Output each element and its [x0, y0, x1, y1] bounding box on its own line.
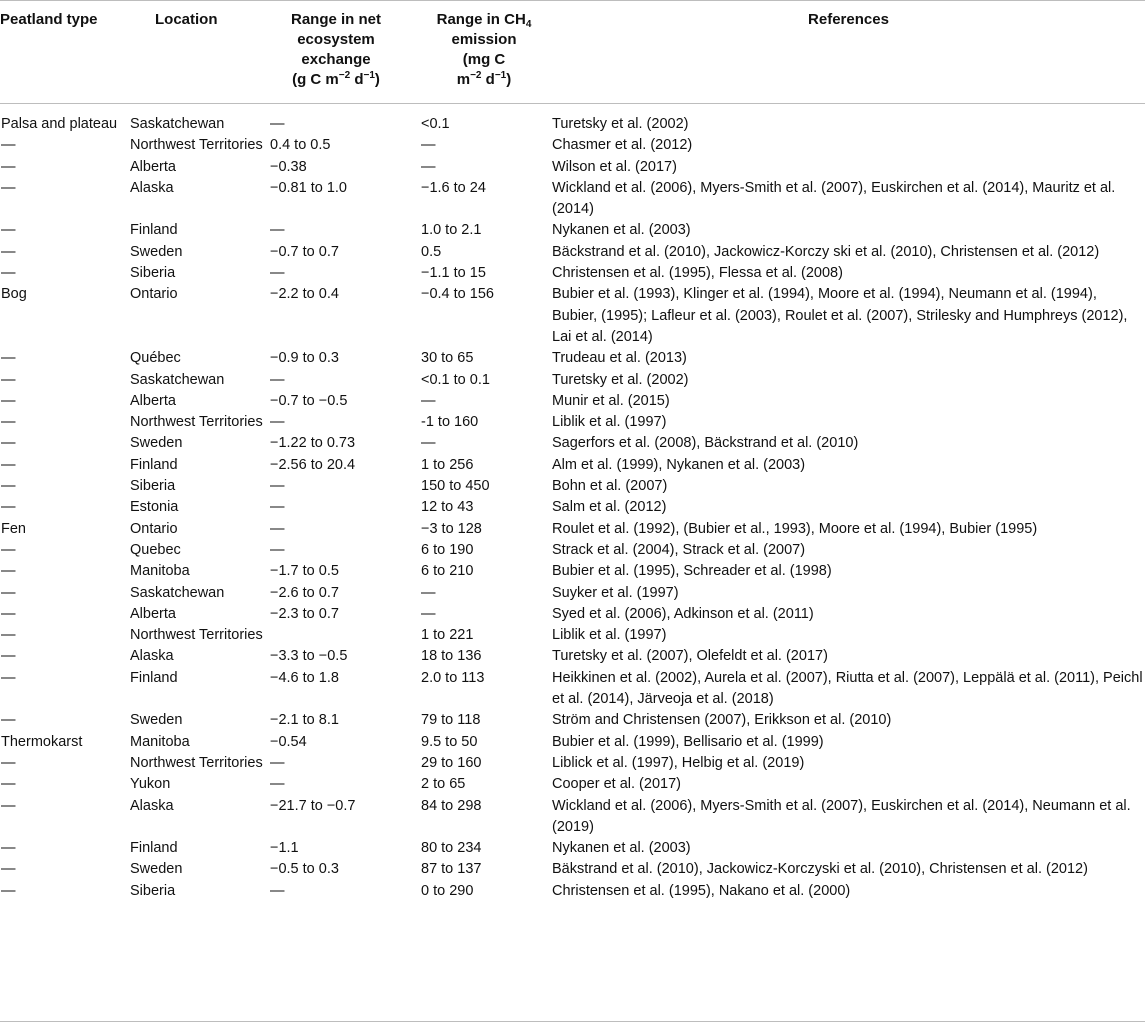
- cell-net-ecosystem-exchange: —: [270, 499, 285, 516]
- header-nee-units-prefix: (g C m: [292, 71, 339, 88]
- table-row: [0, 519, 1145, 540]
- cell-peatland-type: Fen: [1, 520, 26, 537]
- cell-ch4-emission: −0.4 to 156: [421, 286, 494, 303]
- cell-peatland-type: —: [1, 158, 16, 175]
- cell-references: Nykanen et al. (2003): [552, 840, 691, 857]
- cell-location: Alberta: [130, 605, 176, 622]
- cell-ch4-emission: 29 to 160: [421, 754, 482, 771]
- cell-references: Munir et al. (2015): [552, 392, 670, 409]
- cell-references: Alm et al. (1999), Nykanen et al. (2003): [552, 456, 806, 473]
- cell-references: Bäkstrand et al. (2010), Jackowicz-Korczyski et al. (2010), Christensen et al. (2012): [552, 861, 1088, 878]
- cell-peatland-type: —: [1, 861, 16, 878]
- cell-net-ecosystem-exchange: —: [270, 754, 285, 771]
- header-ch4-units: [421, 70, 547, 90]
- cell-ch4-emission: —: [421, 158, 436, 175]
- table-row: [0, 178, 1145, 221]
- cell-peatland-type: —: [1, 797, 16, 814]
- table-row: [0, 753, 1145, 774]
- table-row: [0, 859, 1145, 880]
- cell-ch4-emission: 1 to 221: [421, 627, 474, 644]
- cell-net-ecosystem-exchange: —: [270, 541, 285, 558]
- cell-peatland-type: —: [1, 265, 16, 282]
- cell-net-ecosystem-exchange: —: [270, 116, 285, 132]
- cell-net-ecosystem-exchange: −0.7 to 0.7: [270, 243, 339, 260]
- cell-peatland-type: —: [1, 882, 16, 899]
- cell-references: Bubier et al. (1993), Klinger et al. (1994), Moore et al. (1994), Neumann et al. (1994), Bubier, (1995); Lafleur et al. (2003), Roulet et al. (2007), Strilesky and Humphreys (2012), Lai et al. (2014): [552, 286, 1128, 345]
- header-ch4-units-sup2: −1: [494, 70, 507, 81]
- cell-peatland-type: —: [1, 350, 16, 367]
- cell-location: Northwest Territories: [130, 414, 263, 431]
- cell-references: Roulet et al. (1992), (Bubier et al., 1993), Moore et al. (1994), Bubier (1995): [552, 520, 1038, 537]
- header-references: References: [808, 11, 889, 28]
- table-row: [0, 561, 1145, 582]
- table-row: [0, 242, 1145, 263]
- header-net-ecosystem-exchange: [270, 10, 402, 90]
- cell-peatland-type: —: [1, 627, 16, 644]
- cell-peatland-type: —: [1, 648, 16, 665]
- table-row: [0, 157, 1145, 178]
- table-row: [0, 604, 1145, 625]
- cell-net-ecosystem-exchange: 0.4 to 0.5: [270, 137, 331, 154]
- cell-peatland-type: —: [1, 179, 16, 196]
- cell-peatland-type: —: [1, 712, 16, 729]
- cell-ch4-emission: 1 to 256: [421, 456, 474, 473]
- table-row: [0, 370, 1145, 391]
- header-nee-units-mid: d: [350, 71, 364, 88]
- cell-ch4-emission: —: [421, 584, 436, 601]
- cell-net-ecosystem-exchange: —: [270, 478, 285, 495]
- cell-references: Salm et al. (2012): [552, 499, 667, 516]
- cell-references: Wickland et al. (2006), Myers-Smith et al. (2007), Euskirchen et al. (2014), Neumann et al. (2019): [552, 797, 1131, 835]
- cell-net-ecosystem-exchange: −4.6 to 1.8: [270, 669, 339, 686]
- cell-ch4-emission: 30 to 65: [421, 350, 474, 367]
- cell-references: Ström and Christensen (2007), Erikkson et al. (2010): [552, 712, 892, 729]
- table-row: [0, 668, 1145, 711]
- cell-references: Strack et al. (2004), Strack et al. (2007): [552, 541, 806, 558]
- header-ch4-emission: [421, 10, 547, 90]
- cell-references: Turetsky et al. (2007), Olefeldt et al. (2017): [552, 648, 828, 665]
- table-header-rule: [0, 103, 1145, 104]
- cell-net-ecosystem-exchange: −3.3 to −0.5: [270, 648, 348, 665]
- cell-ch4-emission: 150 to 450: [421, 478, 490, 495]
- cell-ch4-emission: −1.6 to 24: [421, 179, 486, 196]
- table-row: [0, 625, 1145, 646]
- cell-ch4-emission: -1 to 160: [421, 414, 479, 431]
- cell-ch4-emission: 18 to 136: [421, 648, 482, 665]
- header-nee-units-suffix: ): [374, 71, 380, 88]
- table-row: [0, 497, 1145, 518]
- cell-net-ecosystem-exchange: −2.56 to 20.4: [270, 456, 356, 473]
- table-row: [0, 348, 1145, 369]
- cell-location: Manitoba: [130, 733, 190, 750]
- table-row: [0, 710, 1145, 731]
- cell-peatland-type: —: [1, 392, 16, 409]
- cell-net-ecosystem-exchange: −0.7 to −0.5: [270, 392, 348, 409]
- cell-ch4-emission: 84 to 298: [421, 797, 482, 814]
- cell-location: Sweden: [130, 712, 183, 729]
- cell-peatland-type: —: [1, 840, 16, 857]
- cell-references: Suyker et al. (1997): [552, 584, 679, 601]
- cell-peatland-type: —: [1, 435, 16, 452]
- cell-peatland-type: —: [1, 414, 16, 431]
- cell-ch4-emission: 2.0 to 113: [421, 669, 485, 686]
- cell-peatland-type: —: [1, 669, 16, 686]
- cell-ch4-emission: <0.1: [421, 116, 450, 132]
- table-row: [0, 114, 1145, 135]
- header-ch4-line1-prefix: Range in CH: [436, 11, 526, 28]
- cell-location: Finland: [130, 840, 178, 857]
- cell-ch4-emission: 87 to 137: [421, 861, 482, 878]
- cell-references: Wilson et al. (2017): [552, 158, 677, 175]
- cell-references: Liblik et al. (1997): [552, 627, 667, 644]
- cell-location: Estonia: [130, 499, 179, 516]
- cell-ch4-emission: 80 to 234: [421, 840, 482, 857]
- cell-location: Alaska: [130, 179, 174, 196]
- cell-peatland-type: —: [1, 541, 16, 558]
- cell-location: Northwest Territories: [130, 627, 263, 644]
- cell-location: Alaska: [130, 648, 174, 665]
- cell-peatland-type: —: [1, 605, 16, 622]
- cell-net-ecosystem-exchange: −1.7 to 0.5: [270, 563, 339, 580]
- cell-ch4-emission: 0 to 290: [421, 882, 474, 899]
- table-row: [0, 796, 1145, 839]
- cell-location: Finland: [130, 456, 178, 473]
- table-row: [0, 646, 1145, 667]
- cell-net-ecosystem-exchange: −1.22 to 0.73: [270, 435, 356, 452]
- cell-references: Bohn et al. (2007): [552, 478, 668, 495]
- table-row: [0, 881, 1145, 902]
- cell-peatland-type: —: [1, 776, 16, 793]
- cell-peatland-type: —: [1, 499, 16, 516]
- table-row: [0, 412, 1145, 433]
- table-row: [0, 476, 1145, 497]
- cell-peatland-type: —: [1, 222, 16, 239]
- cell-location: Northwest Territories: [130, 754, 263, 771]
- cell-ch4-emission: 6 to 190: [421, 541, 474, 558]
- cell-references: Bubier et al. (1995), Schreader et al. (1998): [552, 563, 832, 580]
- cell-net-ecosystem-exchange: −2.3 to 0.7: [270, 605, 339, 622]
- cell-references: Bubier et al. (1999), Bellisario et al. (1999): [552, 733, 824, 750]
- cell-peatland-type: —: [1, 456, 16, 473]
- cell-location: Finland: [130, 222, 178, 239]
- header-ch4-line1: [421, 10, 547, 30]
- cell-peatland-type: —: [1, 584, 16, 601]
- cell-references: Christensen et al. (1995), Flessa et al. (2008): [552, 265, 843, 282]
- header-nee-units-sup2: −1: [363, 70, 375, 81]
- cell-ch4-emission: —: [421, 137, 436, 154]
- table-body: [0, 114, 1145, 902]
- cell-location: Manitoba: [130, 563, 190, 580]
- cell-references: Sagerfors et al. (2008), Bäckstrand et al. (2010): [552, 435, 859, 452]
- table-row: [0, 263, 1145, 284]
- cell-net-ecosystem-exchange: −0.38: [270, 158, 307, 175]
- cell-references: Liblick et al. (1997), Helbig et al. (2019): [552, 754, 805, 771]
- cell-location: Québec: [130, 350, 181, 367]
- cell-net-ecosystem-exchange: —: [270, 520, 285, 537]
- cell-net-ecosystem-exchange: −2.1 to 8.1: [270, 712, 339, 729]
- cell-net-ecosystem-exchange: —: [270, 265, 285, 282]
- cell-ch4-emission: 2 to 65: [421, 776, 466, 793]
- cell-location: Sweden: [130, 861, 183, 878]
- cell-location: Alaska: [130, 797, 174, 814]
- cell-ch4-emission: 12 to 43: [421, 499, 474, 516]
- cell-net-ecosystem-exchange: −2.2 to 0.4: [270, 286, 339, 303]
- cell-location: Siberia: [130, 478, 176, 495]
- cell-peatland-type: —: [1, 371, 16, 388]
- cell-net-ecosystem-exchange: −1.1: [270, 840, 299, 857]
- cell-location: Saskatchewan: [130, 116, 225, 132]
- cell-references: Wickland et al. (2006), Myers-Smith et al. (2007), Euskirchen et al. (2014), Mauritz et al. (2014): [552, 179, 1116, 218]
- table-row: [0, 433, 1145, 454]
- cell-peatland-type: —: [1, 478, 16, 495]
- cell-location: Siberia: [130, 265, 176, 282]
- cell-ch4-emission: 0.5: [421, 243, 442, 260]
- cell-references: Chasmer et al. (2012): [552, 137, 693, 154]
- cell-location: Saskatchewan: [130, 584, 225, 601]
- table-row: [0, 220, 1145, 241]
- cell-ch4-emission: —: [421, 605, 436, 622]
- cell-ch4-emission: —: [421, 435, 436, 452]
- cell-location: Ontario: [130, 286, 178, 303]
- header-ch4-line2: emission: [451, 31, 517, 48]
- cell-net-ecosystem-exchange: −0.81 to 1.0: [270, 179, 347, 196]
- cell-location: Quebec: [130, 541, 181, 558]
- cell-net-ecosystem-exchange: —: [270, 414, 285, 431]
- cell-location: Saskatchewan: [130, 371, 225, 388]
- cell-references: Trudeau et al. (2013): [552, 350, 687, 367]
- cell-ch4-emission: <0.1 to 0.1: [421, 371, 490, 388]
- table-row: [0, 391, 1145, 412]
- header-ch4-line3: (mg C: [462, 51, 506, 68]
- table-header: [0, 0, 1145, 103]
- cell-references: Heikkinen et al. (2002), Aurela et al. (2007), Riutta et al. (2007), Leppälä et al. (2011), Peichl et al. (2014), Järveoja et al. (2018): [552, 669, 1143, 708]
- cell-location: Northwest Territories: [130, 137, 263, 154]
- table-row: [0, 540, 1145, 561]
- table-row: [0, 284, 1145, 348]
- cell-references: Bäckstrand et al. (2010), Jackowicz-Korczy ski et al. (2010), Christensen et al. (2012): [552, 243, 1100, 260]
- table-row: [0, 583, 1145, 604]
- table-row: [0, 455, 1145, 476]
- cell-references: Cooper et al. (2017): [552, 776, 681, 793]
- table-row: [0, 774, 1145, 795]
- header-nee-line2: ecosystem: [297, 31, 375, 48]
- cell-net-ecosystem-exchange: −0.5 to 0.3: [270, 861, 339, 878]
- cell-net-ecosystem-exchange: —: [270, 776, 285, 793]
- cell-net-ecosystem-exchange: −21.7 to −0.7: [270, 797, 356, 814]
- cell-net-ecosystem-exchange: −0.9 to 0.3: [270, 350, 339, 367]
- cell-net-ecosystem-exchange: —: [270, 882, 285, 899]
- cell-ch4-emission: —: [421, 392, 436, 409]
- cell-ch4-emission: 1.0 to 2.1: [421, 222, 482, 239]
- cell-references: Nykanen et al. (2003): [552, 222, 691, 239]
- cell-location: Yukon: [130, 776, 171, 793]
- cell-location: Alberta: [130, 158, 176, 175]
- cell-references: Christensen et al. (1995), Nakano et al. (2000): [552, 882, 851, 899]
- cell-references: Turetsky et al. (2002): [552, 371, 689, 388]
- header-location: Location: [155, 11, 218, 28]
- cell-net-ecosystem-exchange: —: [270, 222, 285, 239]
- header-nee-line1: Range in net: [290, 11, 381, 28]
- cell-location: Siberia: [130, 882, 176, 899]
- cell-net-ecosystem-exchange: —: [270, 371, 285, 388]
- header-ch4-line1-sub: 4: [525, 19, 532, 30]
- cell-location: Alberta: [130, 392, 176, 409]
- header-ch4-units-suffix: ): [506, 71, 512, 88]
- cell-ch4-emission: −3 to 128: [421, 520, 482, 537]
- table-row: [0, 838, 1145, 859]
- cell-references: Syed et al. (2006), Adkinson et al. (2011): [552, 605, 814, 622]
- cell-net-ecosystem-exchange: −0.54: [270, 733, 307, 750]
- header-ch4-units-mid: d: [481, 71, 495, 88]
- header-ch4-units-sup1: −2: [470, 70, 482, 81]
- cell-references: Liblik et al. (1997): [552, 414, 667, 431]
- cell-peatland-type: —: [1, 754, 16, 771]
- table-bottom-rule: [0, 1021, 1145, 1022]
- cell-ch4-emission: −1.1 to 15: [421, 265, 486, 282]
- cell-peatland-type: —: [1, 243, 16, 260]
- cell-location: Ontario: [130, 520, 178, 537]
- cell-ch4-emission: 6 to 210: [421, 563, 474, 580]
- cell-location: Finland: [130, 669, 178, 686]
- header-nee-units: [270, 70, 402, 90]
- header-ch4-units-prefix: m: [456, 71, 471, 88]
- header-nee-line3: exchange: [301, 51, 371, 68]
- cell-peatland-type: —: [1, 563, 16, 580]
- cell-peatland-type: Bog: [1, 286, 27, 303]
- header-peatland-type: Peatland type: [0, 11, 98, 28]
- cell-peatland-type: Thermokarst: [1, 733, 83, 750]
- header-nee-units-sup1: −2: [338, 70, 351, 81]
- cell-peatland-type: Palsa and plateau: [1, 116, 118, 132]
- cell-references: Turetsky et al. (2002): [552, 116, 689, 132]
- table-row: [0, 135, 1145, 156]
- cell-location: Sweden: [130, 243, 183, 260]
- cell-peatland-type: —: [1, 137, 16, 154]
- cell-location: Sweden: [130, 435, 183, 452]
- cell-ch4-emission: 9.5 to 50: [421, 733, 478, 750]
- cell-ch4-emission: 79 to 118: [421, 712, 481, 729]
- cell-net-ecosystem-exchange: −2.6 to 0.7: [270, 584, 339, 601]
- table-row: [0, 732, 1145, 753]
